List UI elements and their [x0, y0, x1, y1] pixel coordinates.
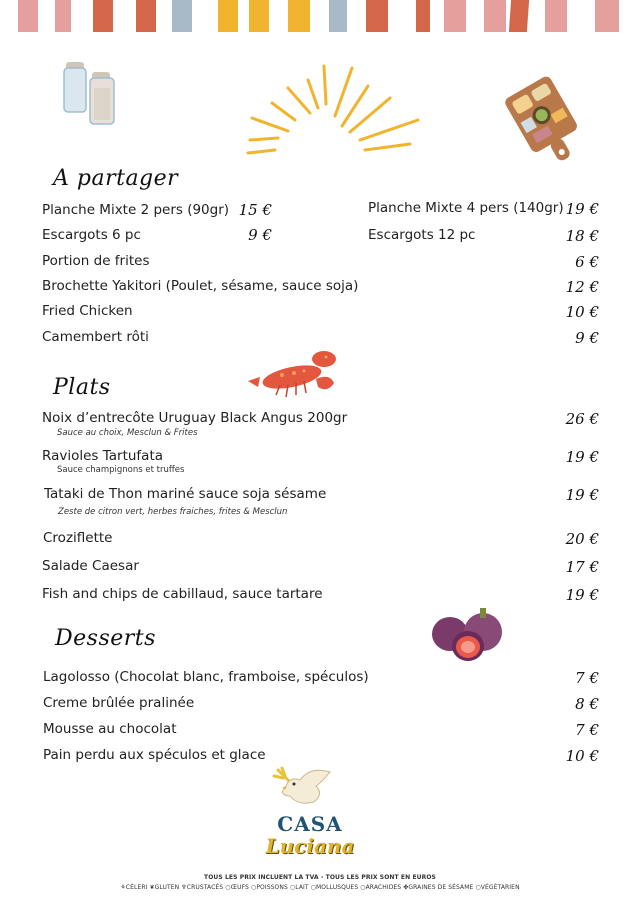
menu-item-name: Portion de frites	[42, 253, 150, 269]
menu-item-description: Sauce champignons et truffes	[57, 465, 185, 475]
menu-item-price: 19 €	[565, 586, 599, 604]
menu-item-name: Tataki de Thon mariné sauce soja sésame	[44, 486, 327, 502]
allergen-label: POISSONS	[256, 884, 288, 891]
milk-icon: ○	[289, 884, 296, 891]
allergen-label: GLUTEN	[154, 884, 180, 891]
menu-item-name: Escargots 12 pc	[368, 227, 476, 243]
salt-shakers-icon	[60, 58, 130, 128]
allergen-legend	[0, 884, 640, 891]
logo-luciana-text: Luciana	[265, 834, 355, 858]
menu-item-name: Noix d’entrecôte Uruguay Black Angus 200gr	[42, 410, 348, 426]
menu-item-name: Mousse au chocolat	[43, 721, 177, 737]
menu-item-price: 9 €	[248, 226, 272, 244]
peanut-icon: ○	[360, 884, 366, 891]
tax-note: TOUS LES PRIX INCLUENT LA TVA - TOUS LES PRIX SONT EN EUROS	[204, 874, 436, 881]
menu-item-price: 8 €	[575, 695, 599, 713]
charcuterie-board-icon	[500, 74, 590, 169]
sunburst-icon	[240, 58, 430, 158]
menu-item-name: Escargots 6 pc	[42, 227, 141, 243]
menu-item-name: Lagolosso (Chocolat blanc, framboise, spéculos)	[43, 669, 369, 685]
mollusc-icon: ○	[310, 884, 317, 891]
stripe	[595, 0, 619, 32]
stripe	[509, 0, 529, 32]
figs-icon	[428, 604, 504, 664]
allergen-label: CRUSTACÉS	[186, 884, 224, 891]
menu-item-description: Zeste de citron vert, herbes fraiches, frites & Mesclun	[58, 507, 288, 517]
dove-icon	[272, 764, 340, 814]
menu-item-price: 7 €	[575, 721, 599, 739]
menu-item-name: Creme brûlée pralinée	[43, 695, 195, 711]
menu-item-price: 19 €	[565, 486, 599, 504]
allergen-label: ARACHIDES	[365, 884, 402, 891]
menu-item-name: Pain perdu aux spéculos et glace	[43, 747, 266, 763]
allergen-label: ŒUFS	[230, 884, 249, 891]
menu-item-price: 6 €	[575, 253, 599, 271]
section-title-plats: Plats	[53, 375, 111, 400]
menu-item-price: 10 €	[565, 303, 599, 321]
top-stripe-banner-right	[0, 0, 640, 32]
menu-item-price: 15 €	[238, 201, 272, 219]
menu-item-name: Planche Mixte 2 pers (90gr)	[42, 202, 230, 218]
menu-item-name: Croziflette	[43, 530, 113, 546]
allergen-label: GRAINES DE SÉSAME	[408, 884, 474, 891]
menu-item-price: 7 €	[575, 669, 599, 687]
gluten-icon: ❦	[149, 884, 155, 891]
menu-item-name: Brochette Yakitori (Poulet, sésame, sauce soja)	[42, 278, 359, 294]
menu-item-name: Camembert rôti	[42, 329, 149, 345]
menu-item-price: 19 €	[565, 200, 599, 218]
menu-item-price: 26 €	[565, 410, 599, 428]
celery-icon: ⚘	[120, 884, 126, 891]
menu-item-description: Sauce au choix, Mesclun & Frites	[57, 428, 198, 438]
menu-item-price: 19 €	[565, 448, 599, 466]
section-title-desserts: Desserts	[55, 626, 156, 651]
menu-item-price: 12 €	[565, 278, 599, 296]
menu-item-price: 9 €	[575, 329, 599, 347]
menu-item-price: 20 €	[565, 530, 599, 548]
sesame-icon: ✤	[403, 884, 409, 891]
allergen-label: MOLLUSQUES	[316, 884, 359, 891]
lobster-icon	[242, 345, 338, 401]
section-title-a-partager: A partager	[53, 166, 179, 191]
crustacean-icon: ♆	[181, 884, 187, 891]
menu-item-name: Ravioles Tartufata	[42, 448, 164, 464]
stripe	[545, 0, 567, 32]
logo-casa-text: CASA	[277, 812, 343, 836]
menu-item-name: Fried Chicken	[42, 303, 133, 319]
egg-icon: ○	[225, 884, 231, 891]
vegetarian-icon: ○	[475, 884, 481, 891]
menu-item-price: 17 €	[565, 558, 599, 576]
menu-item-name: Planche Mixte 4 pers (140gr)	[368, 200, 564, 216]
menu-item-name: Salade Caesar	[42, 558, 139, 574]
fish-icon: ○	[250, 884, 257, 891]
allergen-label: CÉLERI	[125, 884, 148, 891]
allergen-label: VÉGÉTARIEN	[480, 884, 520, 891]
allergen-label: LAIT	[295, 884, 309, 891]
menu-item-price: 18 €	[565, 227, 599, 245]
menu-item-price: 10 €	[565, 747, 599, 765]
menu-item-name: Fish and chips de cabillaud, sauce tartare	[42, 586, 323, 602]
